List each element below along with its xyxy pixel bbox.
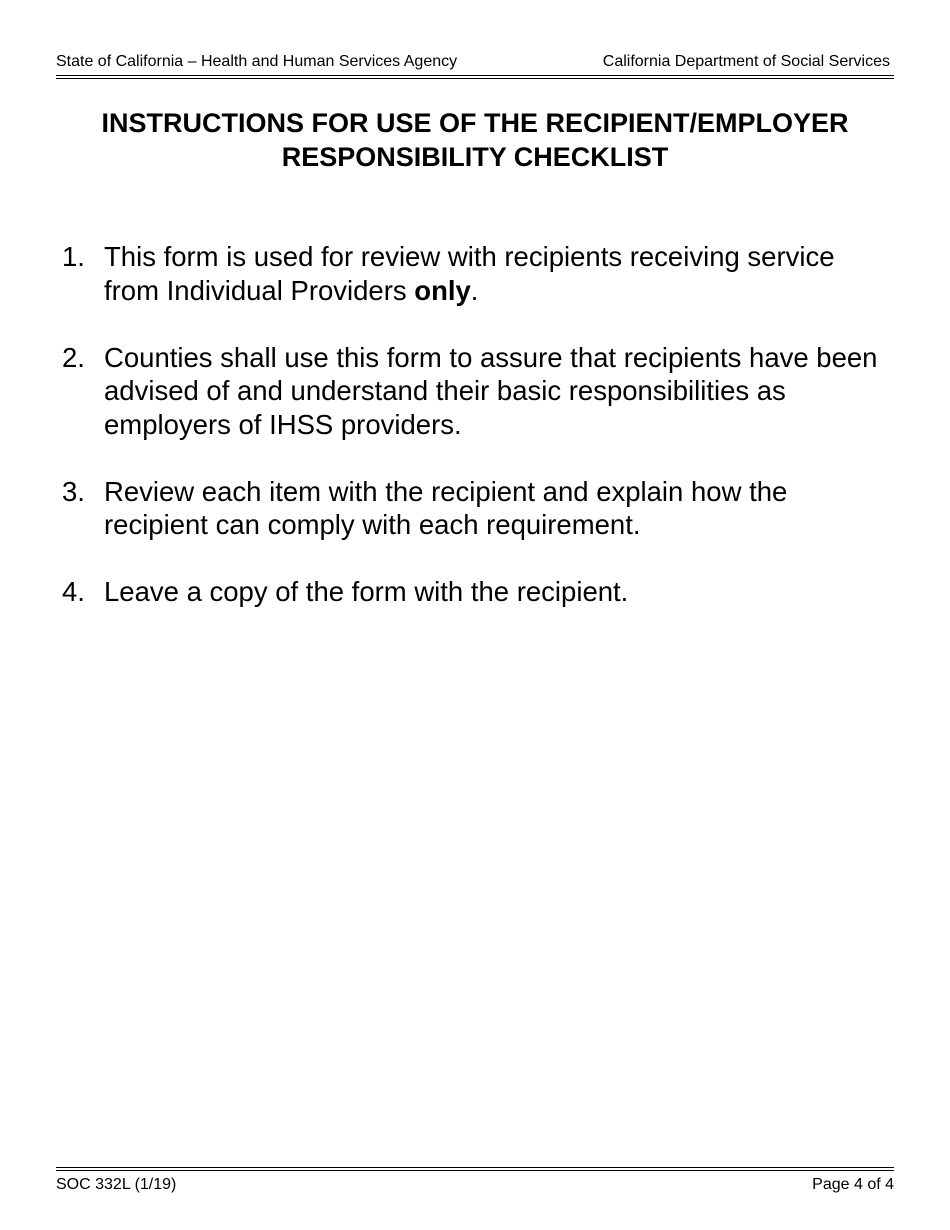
page-header [56, 52, 890, 72]
item-text-start: This form is used for review with recipients receiving service from Individual Providers [104, 241, 835, 306]
form-id: SOC 332L (1/19) [56, 1176, 177, 1193]
item-number: 4. [62, 576, 85, 607]
footer-divider-second [56, 1170, 894, 1171]
agency-name: State of California – Health and Human Services Agency [56, 53, 458, 70]
item-number: 3. [62, 475, 85, 507]
item-number: 1. [62, 241, 85, 272]
footer-divider [56, 1167, 894, 1168]
department-name: California Department of Social Services [602, 53, 890, 70]
instruction-item-4 [62, 575, 892, 609]
page-title [56, 106, 894, 174]
item-number: 2. [62, 341, 85, 373]
item-text-emphasis: only [414, 274, 471, 306]
page-number: Page 4 of 4 [812, 1176, 894, 1193]
instruction-item-2 [62, 341, 892, 442]
item-text [104, 241, 835, 306]
page-footer [56, 1175, 894, 1195]
item-text: Review each item with the recipient and explain how the recipient can comply with each requirement. [104, 475, 788, 540]
item-text: Counties shall use this form to assure that recipients have been advised of and understand their basic responsibilities as employers of IHSS providers. [104, 341, 878, 440]
header-divider-second [56, 78, 894, 79]
item-text-end: . [470, 274, 479, 306]
title-line-1: INSTRUCTIONS FOR USE OF THE RECIPIENT/EMPLOYER [101, 108, 849, 138]
header-divider [56, 75, 894, 76]
title-line-2: RESPONSIBILITY CHECKLIST [281, 142, 669, 172]
instructions-list [62, 240, 892, 642]
item-text: Leave a copy of the form with the recipient. [104, 576, 629, 607]
instruction-item-3 [62, 475, 892, 542]
instruction-item-1 [62, 240, 892, 307]
